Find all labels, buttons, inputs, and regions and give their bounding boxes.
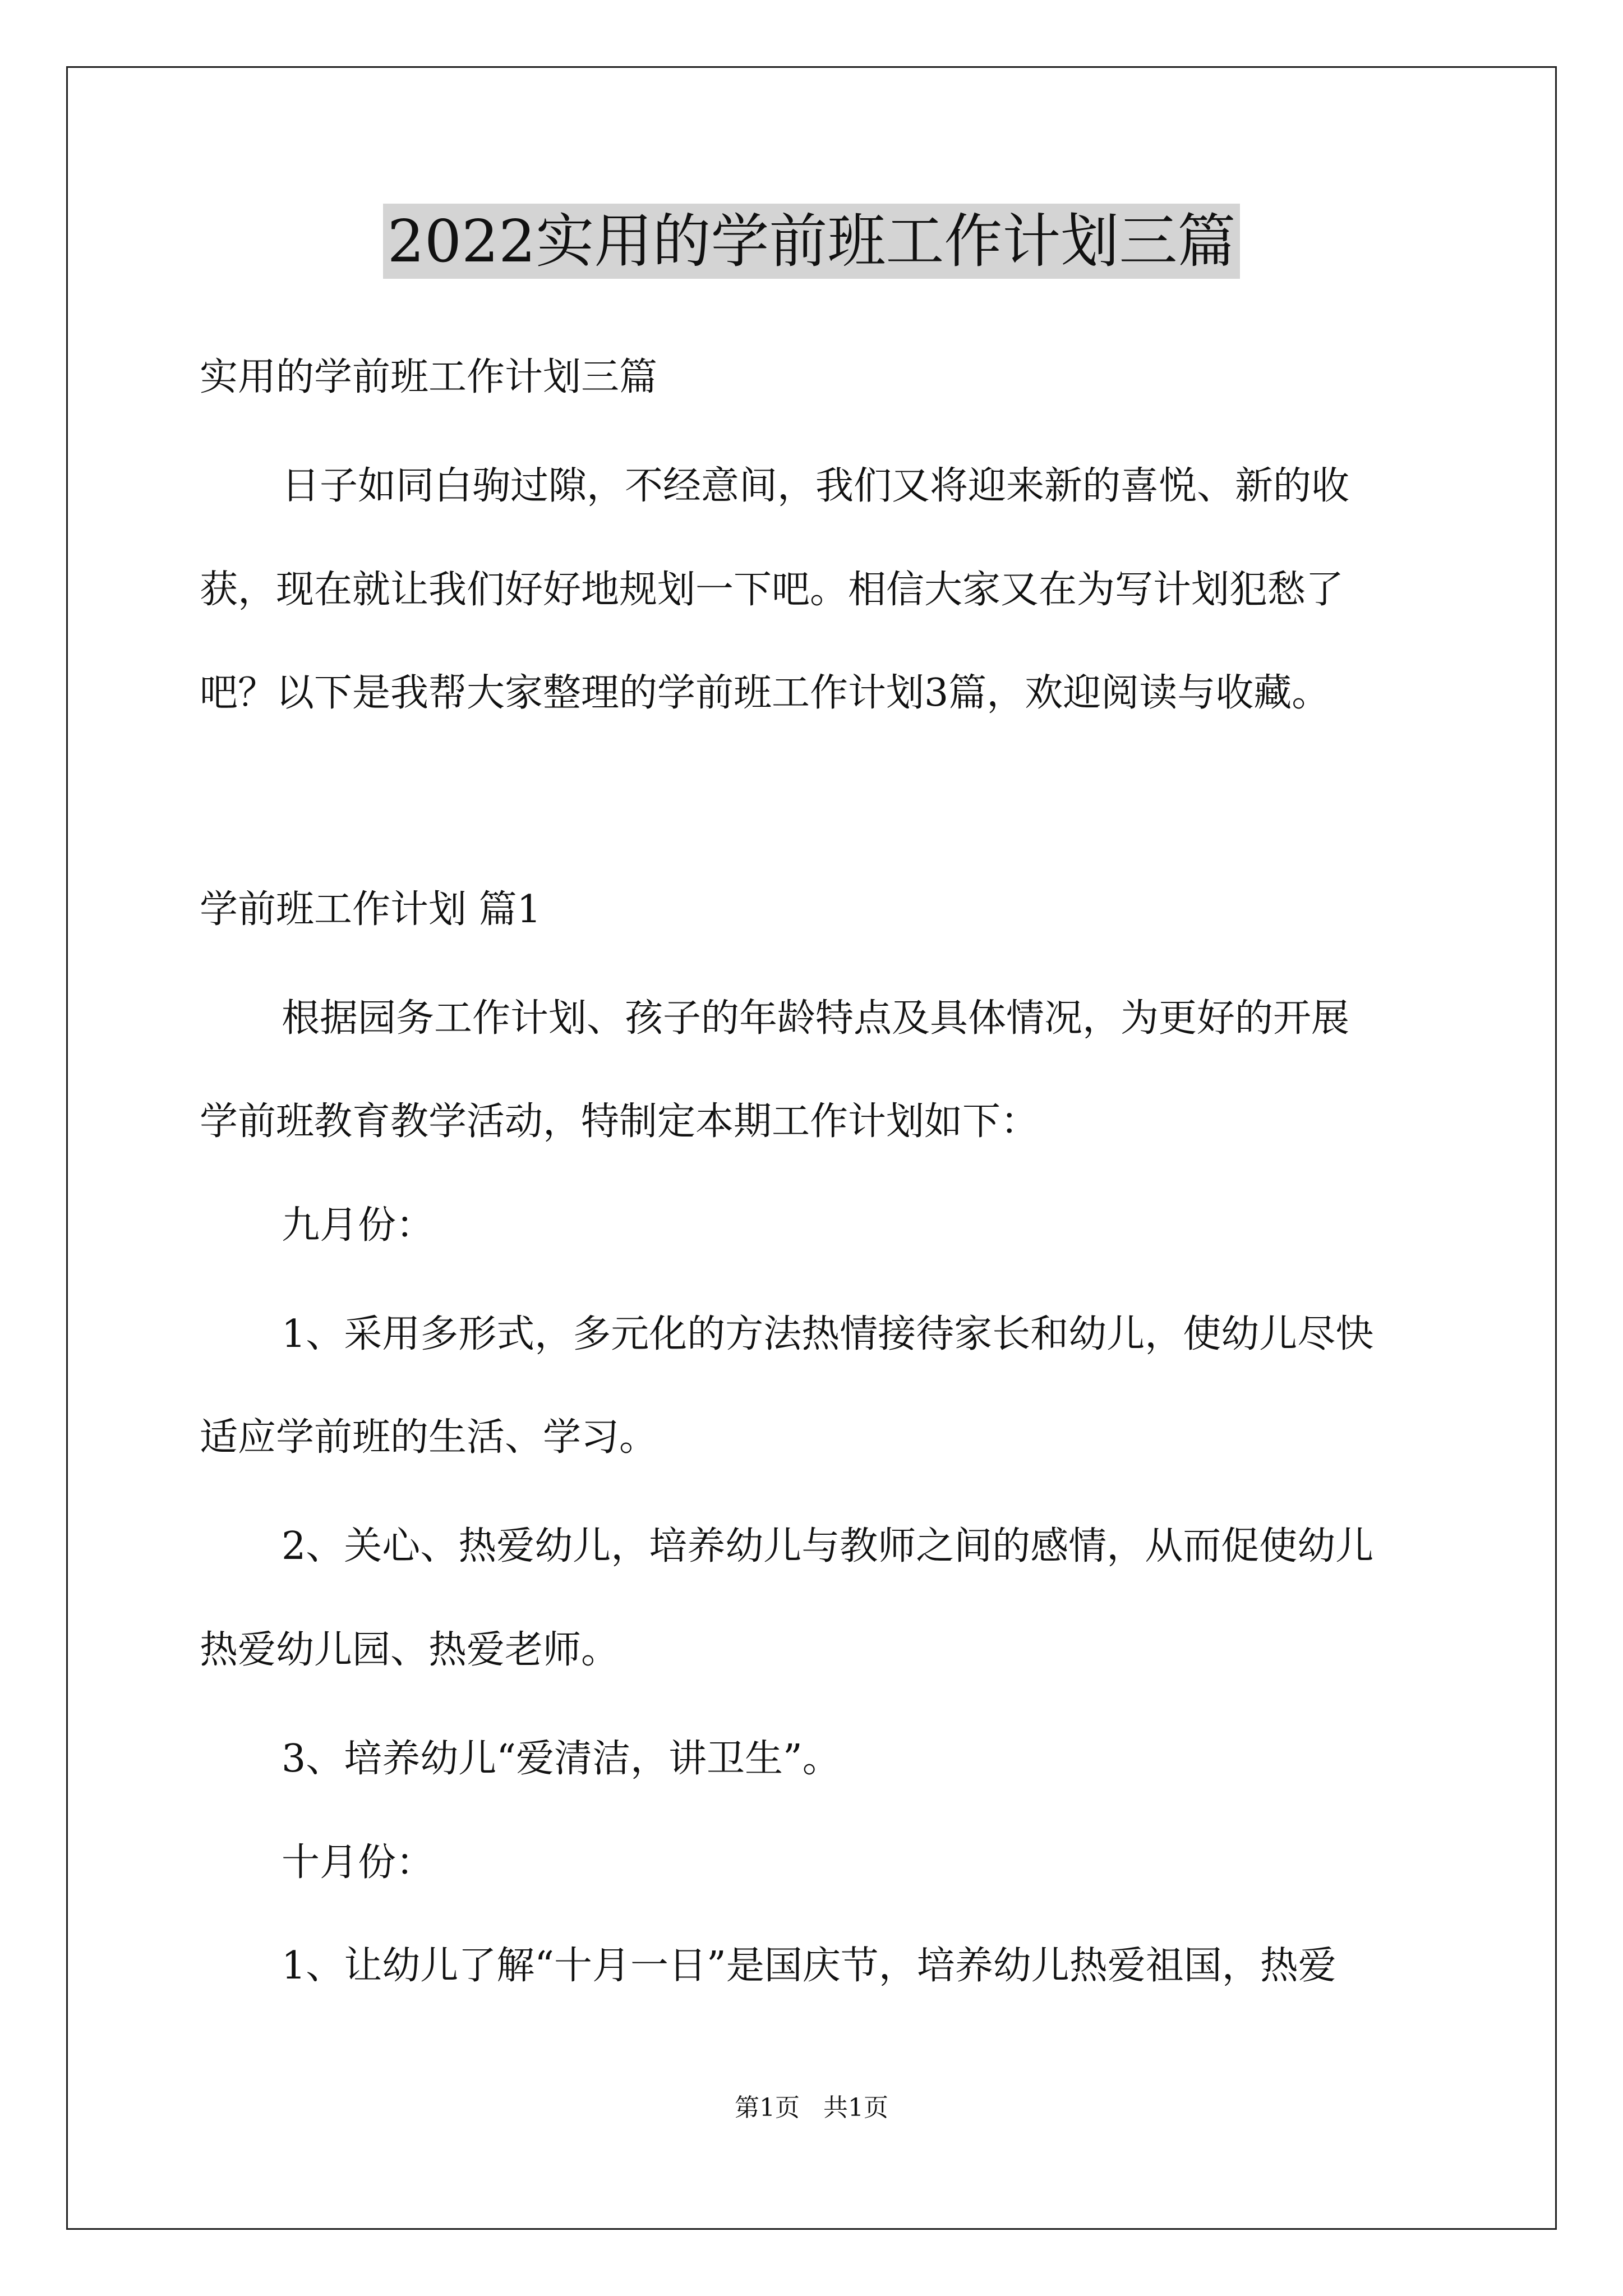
body-line: 获，现在就让我们好好地规划一下吧。相信大家又在为写计划犯愁了 bbox=[200, 568, 1344, 612]
page-footer: 第1页 共1页 bbox=[735, 2093, 888, 2122]
list-item-line: 3、培养幼儿“爱清洁，讲卫生”。 bbox=[282, 1737, 841, 1781]
section-heading: 学前班工作计划 篇1 bbox=[200, 887, 541, 932]
list-item-line: 热爱幼儿园、热爱老师。 bbox=[200, 1628, 620, 1672]
body-line: 吧？以下是我帮大家整理的学前班工作计划3篇，欢迎阅读与收藏。 bbox=[200, 671, 1330, 715]
month-heading: 九月份： bbox=[282, 1203, 435, 1248]
document-title bbox=[0, 202, 1623, 280]
list-item-line: 2、关心、热爱幼儿，培养幼儿与教师之间的感情，从而促使幼儿 bbox=[282, 1524, 1374, 1568]
list-item-line: 1、让幼儿了解“十月一日”是国庆节，培养幼儿热爱祖国，热爱 bbox=[282, 1944, 1336, 1988]
month-heading: 十月份： bbox=[282, 1841, 435, 1885]
list-item-line: 1、采用多形式，多元化的方法热情接待家长和幼儿，使幼儿尽快 bbox=[282, 1312, 1374, 1356]
body-line: 日子如同白驹过隙，不经意间，我们又将迎来新的喜悦、新的收 bbox=[282, 464, 1350, 508]
body-line: 学前班教育教学活动，特制定本期工作计划如下： bbox=[200, 1099, 1039, 1144]
document-title-text: 2022实用的学前班工作计划三篇 bbox=[383, 204, 1241, 279]
subtitle-line: 实用的学前班工作计划三篇 bbox=[200, 355, 658, 399]
list-item-line: 适应学前班的生活、学习。 bbox=[200, 1415, 658, 1460]
body-line: 根据园务工作计划、孩子的年龄特点及具体情况，为更好的开展 bbox=[282, 996, 1350, 1041]
